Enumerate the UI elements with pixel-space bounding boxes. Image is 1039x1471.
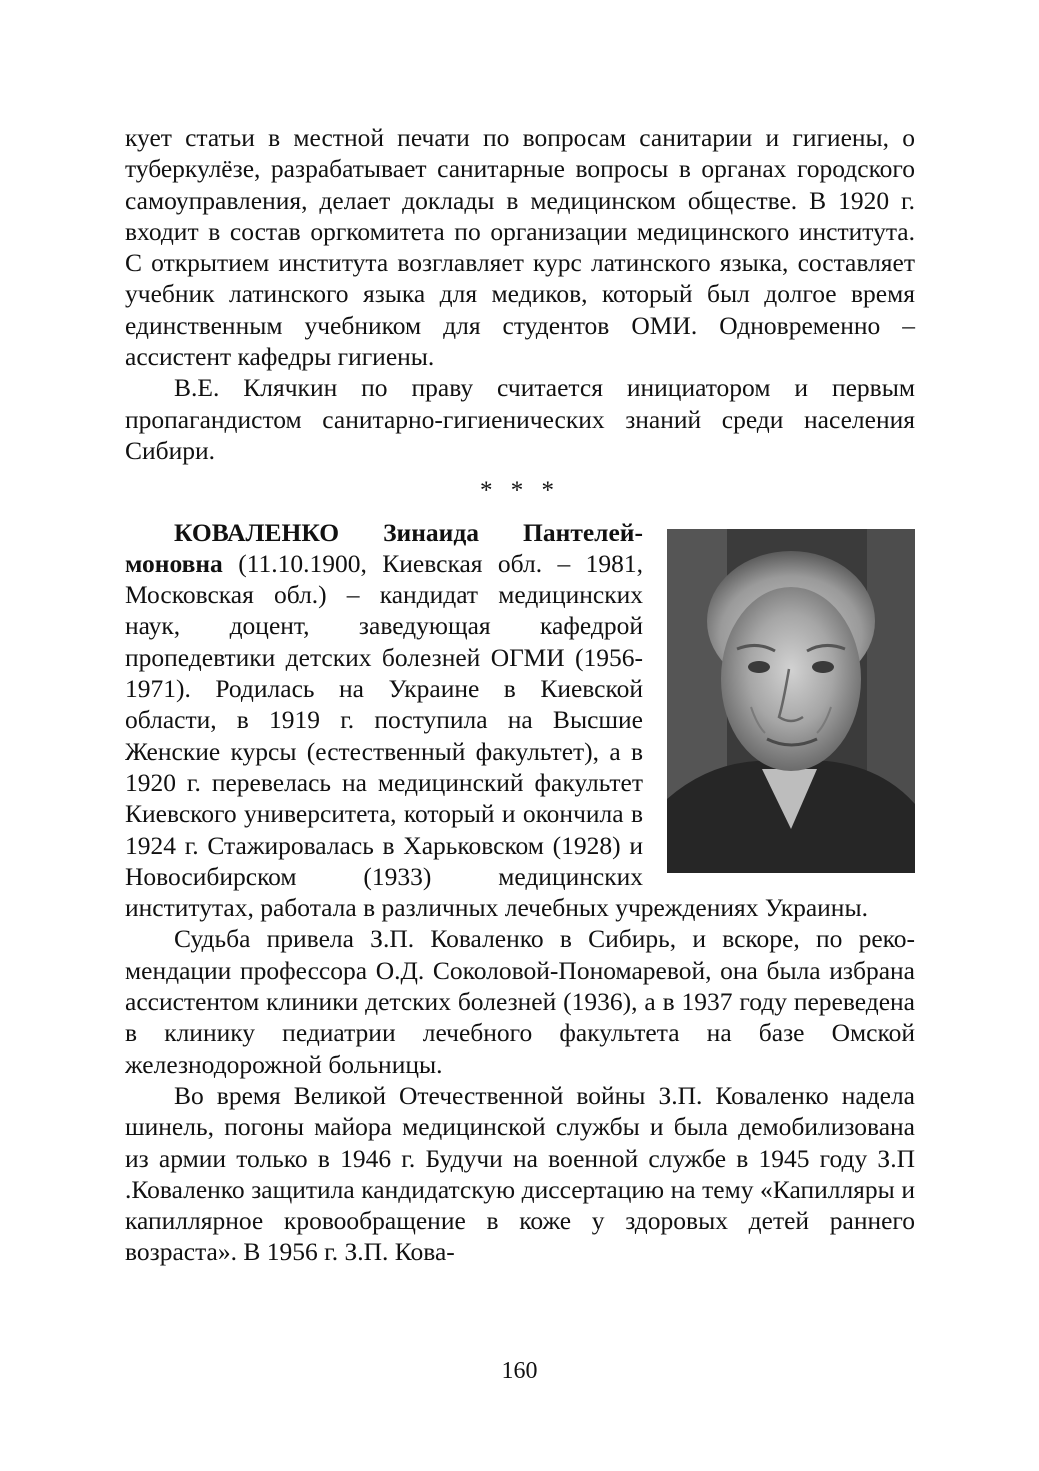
page-number: 160 (501, 1358, 538, 1384)
paragraph-continuation: кует статьи в местной печати по вопросам санитарии и гигиены, о туберкулёзе, разрабатывает санитарные вопросы в органах городского самоуправления, делает доклады в медицинском обществе. В 1920 г. входит в состав оргкомитета по организации медицинского института. С открытием института возглавляет курс латинского языка, составляет учебник латинского языка для медиков, который был долгое время единственным учебником для студентов ОМИ. Одновременно – ассистент кафедры гигиены. (125, 123, 915, 372)
paragraph-war: Во время Великой Отечественной войны З.П. Коваленко надела шинель, погоны майора медицинской службы и была демобилизована из армии только в 1946 г. Будучи на военной службе в 1945 году З.П .Коваленко защитила кандидатскую диссертацию на тему «Капилляры и капиллярное кровообращение в коже у здоровых детей раннего возраста». В 1956 г. З.П. Кова- (125, 1080, 915, 1267)
paragraph-klyachkin: В.Е. Клячкин по праву считается инициатором и первым пропагандистом санитарно-гигиенических знаний среди населения Сибири. (125, 373, 915, 465)
biography-text: (11.10.1900, Киевская обл. – 1981, Московская обл.) – кандидат медицинских наук, доцент, заведующая кафедрой пропедевтики детских болезней ОГМИ (1956-1971). Родилась на Украине в Киевской области, в 1919 г. поступила на Высшие Женские курсы (естественный факультет), а в 1920 г. перевелась на медицинский факультет Киевского университета, который и окончила в 1924 г. Стажировалась в Харьковском (1928) и Новосибирском (1933) медицинских институтах, работала в различных лечебных учреждениях Украины. (125, 548, 868, 923)
portrait-photo (667, 529, 915, 873)
person-name: КОВАЛЕНКО Зинаида Пантелеймоновна (125, 517, 643, 578)
page-body (125, 122, 915, 1268)
section-separator: * * * (480, 477, 560, 505)
portrait-illustration (667, 529, 915, 873)
paragraph-siberia: Судьба привела З.П. Коваленко в Сибирь, и вскоре, по рекомендации профессора О.Д. Соколовой-Пономаревой, она была избрана ассистентом клиники детских болезней (1936), а в 1937 году переведена в клинику педиатрии лечебного факультета на базе Омской железнодорожной больницы. (125, 924, 915, 1079)
